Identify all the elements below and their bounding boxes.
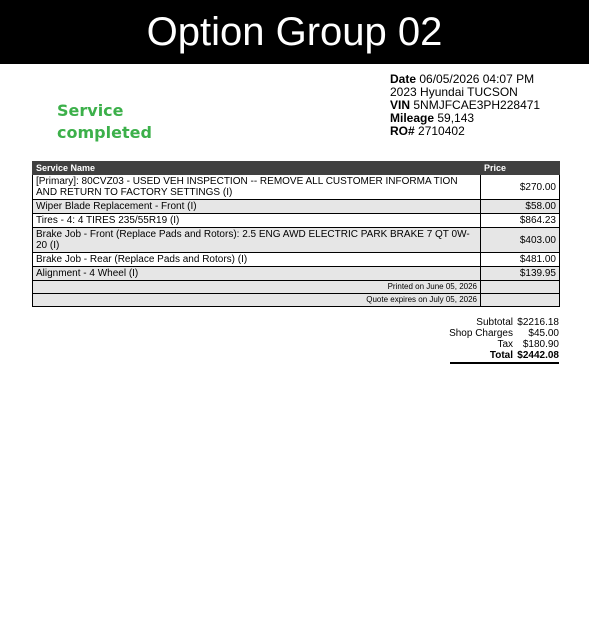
table-row <box>33 253 560 267</box>
total-row <box>450 350 559 364</box>
printed-empty-cell <box>481 281 560 294</box>
ro-label: RO# <box>390 124 415 138</box>
price-cell: $270.00 <box>481 175 560 200</box>
table-row <box>33 175 560 200</box>
printed-date: Printed on June 05, 2026 <box>33 281 481 294</box>
date-label: Date <box>390 72 417 86</box>
subtotal-label: Subtotal <box>476 317 513 328</box>
services-table <box>32 161 560 307</box>
table-header-row <box>33 162 560 175</box>
service-name-cell: Brake Job - Rear (Replace Pads and Rotors) (I) <box>33 253 481 267</box>
table-row <box>33 267 560 281</box>
quote-expiry: Quote expires on July 05, 2026 <box>33 294 481 307</box>
tax-row <box>420 339 559 350</box>
table-row <box>33 214 560 228</box>
shop-charges-label: Shop Charges <box>449 328 513 339</box>
shop-charges-row <box>420 328 559 339</box>
mileage-label: Mileage <box>390 111 435 125</box>
total-label: Total <box>489 350 513 361</box>
service-name-cell: Brake Job - Front (Replace Pads and Rotors): 2.5 ENG AWD ELECTRIC PARK BRAKE 7 QT 0W-20 (I) <box>33 228 481 253</box>
subtotal-value: $2216.18 <box>517 317 559 328</box>
tax-label: Tax <box>497 339 513 350</box>
price-header: Price <box>481 162 560 175</box>
total-value: $2442.08 <box>517 350 559 361</box>
ro-value: 2710402 <box>418 124 465 138</box>
expires-empty-cell <box>481 294 560 307</box>
date-value: 06/05/2026 04:07 PM <box>419 72 535 86</box>
service-name-cell: Wiper Blade Replacement - Front (I) <box>33 200 481 214</box>
table-row <box>33 200 560 214</box>
vehicle-model: 2023 Hyundai TUCSON <box>390 85 518 99</box>
price-cell: $481.00 <box>481 253 560 267</box>
vin-label: VIN <box>390 98 411 112</box>
service-name-cell: Alignment - 4 Wheel (I) <box>33 267 481 281</box>
price-cell: $864.23 <box>481 214 560 228</box>
printed-row <box>33 281 560 294</box>
vehicle-info <box>390 73 540 138</box>
status-line-2: completed <box>57 123 152 142</box>
price-cell: $403.00 <box>481 228 560 253</box>
price-cell: $58.00 <box>481 200 560 214</box>
expires-row <box>33 294 560 307</box>
tax-value: $180.90 <box>522 339 559 350</box>
service-name-header: Service Name <box>33 162 481 175</box>
status-line-1: Service <box>57 101 124 120</box>
mileage-value: 59,143 <box>437 111 475 125</box>
shop-charges-value: $45.00 <box>528 328 559 339</box>
page-title: Option Group 02 <box>0 0 589 64</box>
service-name-cell: Tires - 4: 4 TIRES 235/55R19 (I) <box>33 214 481 228</box>
vin-value: 5NMJFCAE3PH228471 <box>413 98 541 112</box>
table-row <box>33 228 560 253</box>
service-status <box>57 100 152 144</box>
totals-block <box>420 317 559 364</box>
price-cell: $139.95 <box>481 267 560 281</box>
subtotal-row <box>420 317 559 328</box>
ro-line <box>390 125 540 138</box>
service-name-cell: [Primary]: 80CVZ03 - USED VEH INSPECTION -- REMOVE ALL CUSTOMER INFORMA TION AND RETURN TO FACTORY SETTINGS (I) <box>33 175 481 200</box>
